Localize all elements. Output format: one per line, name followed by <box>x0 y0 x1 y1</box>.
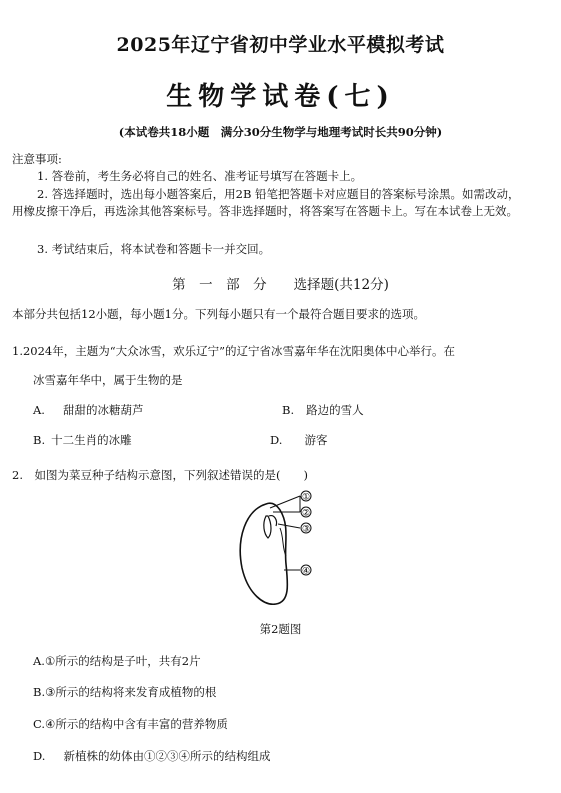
q1-option-d <box>270 432 327 448</box>
q1-option-d-letter: D. <box>270 433 283 447</box>
q1-option-b <box>282 402 364 418</box>
seed-coat-outline <box>240 503 287 604</box>
radicle-shape <box>264 516 271 538</box>
q1-option-b-letter: B. <box>282 403 295 417</box>
q2-option-d <box>33 748 270 764</box>
figure-label-1: ① <box>301 492 311 503</box>
figure-label-3: ③ <box>301 524 311 535</box>
part1-description: 本部分共包括12小题，每小题1分。下列每小题只有一个最符合题目要求的选项。 <box>12 307 425 321</box>
q2-option-a: A.①所示的结构是子叶，共有2片 <box>33 654 201 668</box>
q2-option-d-text: 新植株的幼体由①②③④所示的结构组成 <box>63 749 271 763</box>
q1-stem-line2: 冰雪嘉年华中，属于生物的是 <box>33 373 183 387</box>
notice-item-2: 2. 答选择题时，选出每小题答案后，用2B 铅笔把答题卡对应题目的答案标号涂黑。如需改动，用橡皮擦干净后，再选涂其他答案标号。答非选择题时，将答案写在答题卡上。写在本试卷上无效。 <box>12 187 520 218</box>
notice-heading: 注意事项: <box>12 152 62 166</box>
q2-option-c: C.④所示的结构中含有丰富的营养物质 <box>33 717 228 731</box>
q1-option-b-text: 路边的雪人 <box>306 403 364 417</box>
figure-label-2: ② <box>301 508 311 519</box>
notice-item-1: 1. 答卷前，考生务必将自己的姓名、准考证号填写在答题卡上。 <box>37 169 363 183</box>
q2-option-b: B.③所示的结构将来发育成植物的根 <box>33 685 217 699</box>
part1-heading: 第 一 部 分 选择题(共12分) <box>172 277 389 293</box>
figure-label-4: ④ <box>301 566 311 577</box>
q1-option-c-letter: B. <box>33 433 46 447</box>
q1-option-c <box>33 432 132 448</box>
q1-option-a-letter: A. <box>33 403 45 417</box>
bean-seed-diagram <box>228 486 328 610</box>
exam-title: 2025年辽宁省初中学业水平模拟考试 <box>116 34 445 56</box>
q1-option-a <box>33 402 143 418</box>
q1-option-d-text: 游客 <box>304 433 328 447</box>
q2-stem: 2. 如图为菜豆种子结构示意图，下列叙述错误的是( ) <box>12 468 308 482</box>
q1-option-a-text: 甜甜的冰糖葫芦 <box>62 403 144 417</box>
paper-subtitle: (本试卷共18小题 满分30分生物学与地理考试时长共90分钟) <box>118 125 443 139</box>
q2-option-d-letter: D. <box>33 749 46 763</box>
q1-option-c-text: 十二生肖的冰雕 <box>51 433 132 447</box>
figure-caption: 第2题图 <box>259 622 302 636</box>
q1-stem-line1: 1.2024年，主题为“大众冰雪，欢乐辽宁”的辽宁省冰雪嘉年华在沈阳奥体中心举行。在 <box>12 344 455 358</box>
paper-title: 生物学试卷(七) <box>166 82 395 112</box>
notice-item-3: 3. 考试结束后，将本试卷和答题卡一并交回。 <box>37 242 271 256</box>
